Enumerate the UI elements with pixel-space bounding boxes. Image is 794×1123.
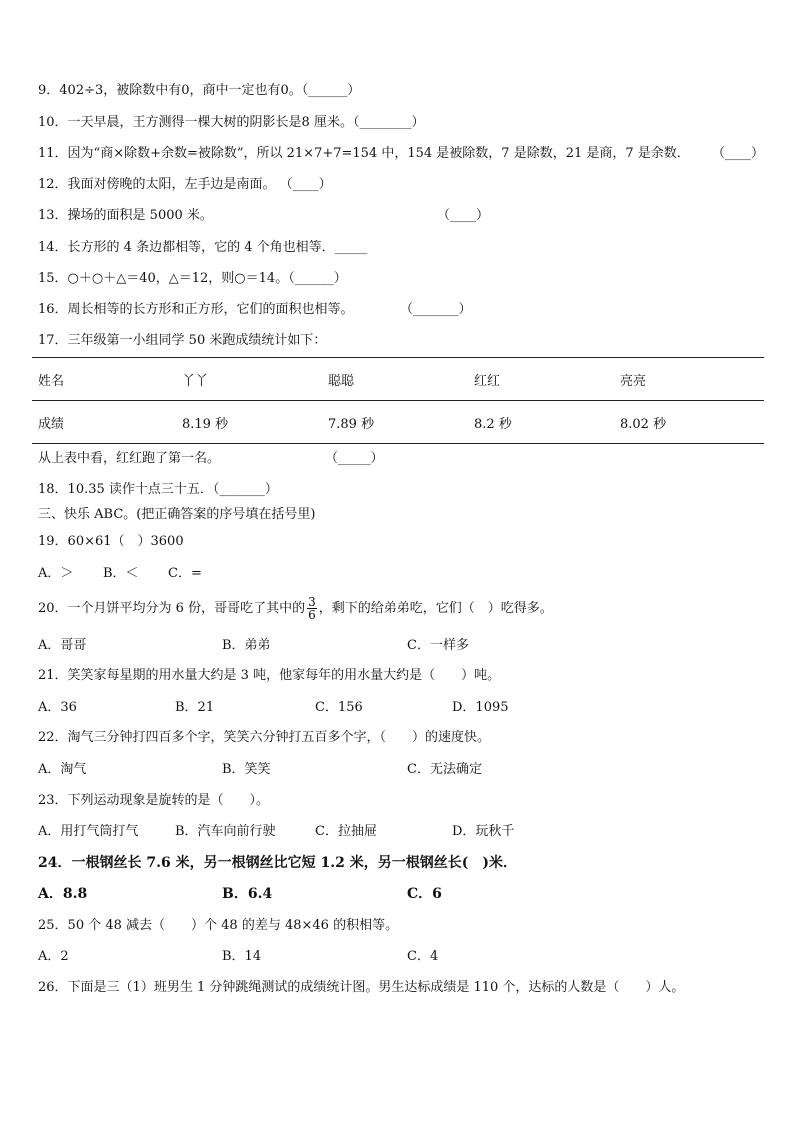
- option-b[interactable]: B．笑笑: [222, 762, 271, 777]
- table-header-cell: 姓名: [32, 358, 176, 401]
- question-13: 13．操场的面积是 5000 米。: [38, 208, 213, 223]
- question-22: 22．淘气三分钟打四百多个字，笑笑六分钟打五百多个字，（ ）的速度快。: [38, 730, 491, 745]
- fraction-denominator: 6: [308, 608, 316, 622]
- question-21: 21．笑笑家每星期的用水量大约是 3 吨，他家每年的用水量大约是（ ）吨。: [38, 668, 501, 683]
- question-19: 19．60×61（ ）3600: [38, 534, 184, 549]
- table-cell: 8.19 秒: [176, 401, 322, 444]
- fraction: [307, 596, 317, 621]
- question-20-text-after: ，剩下的给弟弟吃，它们（ ）吃得多。: [318, 601, 553, 616]
- question-24: 24．一根钢丝长 7.6 米，另一根钢丝比它短 1.2 米，另一根钢丝长( )米．: [38, 855, 517, 871]
- question-18: 18．10.35 读作十点三十五．（_______）: [38, 482, 278, 497]
- option-a[interactable]: A．淘气: [38, 762, 87, 777]
- option-a[interactable]: A．用打气筒打气: [38, 824, 139, 839]
- table-cell: 8.2 秒: [468, 401, 614, 444]
- question-15: 15．○＋○＋△＝40，△＝12，则○＝14。（______）: [38, 271, 347, 286]
- table-header-cell: 聪聪: [322, 358, 468, 401]
- question-23: 23．下列运动现象是旋转的是（ ）。: [38, 793, 270, 808]
- question-16-answer-blank: （_______）: [400, 302, 472, 317]
- question-12: 12．我面对傍晚的太阳，左手边是南面。 （____）: [38, 177, 332, 192]
- question-25: 25．50 个 48 减去（ ）个 48 的差与 48×46 的积相等。: [38, 918, 399, 933]
- question-11: [38, 145, 690, 163]
- option-a[interactable]: A．36: [38, 700, 77, 715]
- option-a[interactable]: A．2: [38, 949, 69, 964]
- question-26: 26．下面是三（1）班男生 1 分钟跳绳测试的成绩统计图。男生达标成绩是 110 个，达标的人数是（ ）人。: [38, 980, 685, 995]
- table-cell: 8.02 秒: [614, 401, 764, 444]
- fraction-numerator: 3: [308, 595, 316, 609]
- option-d[interactable]: D．玩秋千: [452, 824, 515, 839]
- option-c[interactable]: C．156: [315, 700, 363, 715]
- table-header-cell: 红红: [468, 358, 614, 401]
- option-b[interactable]: B．＜: [103, 566, 139, 581]
- option-c[interactable]: C．=: [168, 566, 202, 581]
- question-20-text-before: 20．一个月饼平均分为 6 份，哥哥吃了其中的: [38, 601, 306, 616]
- table-cell: 成绩: [32, 401, 176, 444]
- question-17-title: 17．三年级第一小组同学 50 米跑成绩统计如下：: [38, 333, 327, 348]
- question-11-answer-blank: （____）: [712, 146, 765, 161]
- table-header-cell: 亮亮: [614, 358, 764, 401]
- question-16: 16．周长相等的长方形和正方形，它们的面积也相等。: [38, 302, 354, 317]
- question-17-statement: 从上表中看，红红跑了第一名。: [38, 451, 221, 466]
- question-17-answer-blank: （_____）: [325, 451, 384, 466]
- question-9: 9．402÷3，被除数中有0，商中一定也有0。（______）: [38, 83, 361, 98]
- question-11-text: 11．因为“商×除数+余数=被除数”，所以 21×7+7=154 中，154 是被除数，7 是除数，21 是商，7 是余数．: [38, 146, 690, 161]
- question-14: 14．长方形的 4 条边都相等，它的 4 个角也相等．_____: [38, 240, 368, 255]
- question-10: 10．一天早晨，王方测得一棵大树的阴影长是8 厘米。（________）: [38, 115, 425, 130]
- option-c[interactable]: C．无法确定: [407, 762, 482, 777]
- option-c[interactable]: C．6: [407, 886, 442, 902]
- option-b[interactable]: B．汽车向前行驶: [175, 824, 276, 839]
- table-header-row: [32, 358, 764, 401]
- option-a[interactable]: A．＞: [38, 566, 74, 581]
- option-b[interactable]: B．弟弟: [222, 638, 271, 653]
- option-d[interactable]: D．1095: [452, 700, 509, 715]
- question-13-answer-blank: （____）: [437, 208, 490, 223]
- option-c[interactable]: C．4: [407, 949, 439, 964]
- option-a[interactable]: A．8.8: [38, 886, 88, 902]
- table-header-cell: 丫丫: [176, 358, 322, 401]
- question-20: [38, 596, 553, 621]
- option-a[interactable]: A．哥哥: [38, 638, 87, 653]
- section-3-heading: 三、快乐 ABC。(把正确答案的序号填在括号里): [38, 507, 316, 522]
- option-b[interactable]: B．21: [175, 700, 215, 715]
- scores-table: [32, 357, 764, 444]
- option-b[interactable]: B．6.4: [222, 886, 273, 902]
- option-c[interactable]: C．一样多: [407, 638, 469, 653]
- option-c[interactable]: C．拉抽屉: [315, 824, 377, 839]
- table-row: [32, 401, 764, 444]
- table-cell: 7.89 秒: [322, 401, 468, 444]
- option-b[interactable]: B．14: [222, 949, 262, 964]
